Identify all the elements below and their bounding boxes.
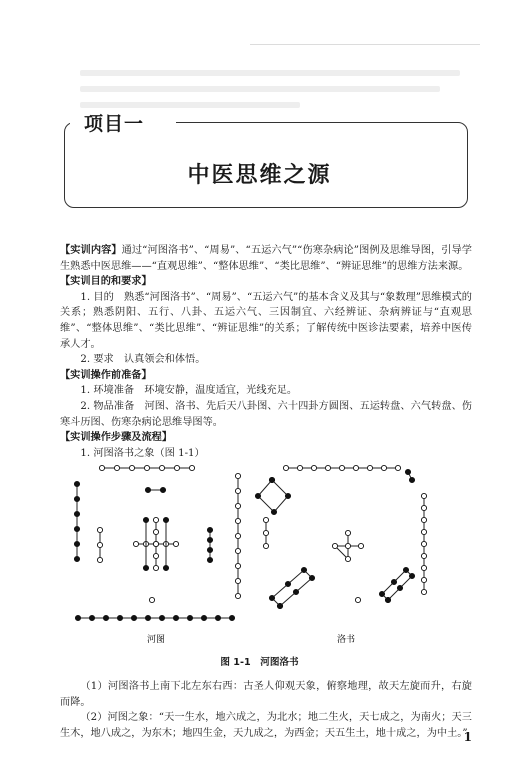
hetu-bottom-inner-dot	[149, 597, 154, 602]
bleed-through-line	[80, 86, 440, 92]
prep-item-1: 1. 环境准备 环境安静，温度适宜，光线充足。	[80, 385, 298, 397]
hetu-left-outer-chain	[74, 481, 79, 561]
training-content-text: 通过“河图洛书”、“周易”、“五运六气”“伤寒杂病论”图例及思维导图，引导学生熟悉中医思维——“直观思维”、“整体思维”、“类比思维”、“辨证思维”的思维方法来源。	[60, 245, 472, 272]
luoshu-top-chain	[283, 465, 400, 470]
luoshu-top-left-loop	[255, 477, 290, 514]
luoshu-label: 洛书	[336, 635, 356, 645]
hetu-luoshu-figure	[66, 458, 472, 648]
note-2: （2）河图之象：“天一生水，地六成之，为北水；地二生火，天七成之，为南火；天三生木，地八成之，为东木；地四生金，天九成之，为西金；天五生土，地十成之，为中土。”	[60, 712, 472, 739]
body-text	[60, 243, 472, 461]
goal-item-1: 1. 目的 熟悉“河图洛书”、“周易”、“五运六气”的基本含义及其与“象数理”思维模式的关系；熟悉阴阳、五行、八卦、五运六气、三因制宜、六经辨证、杂病辨证与“直观思维”、“整体思维”、“类比思维”、“辨证思维”的关系；了解传统中医诊法要素，培养中医传承人才。	[60, 291, 472, 350]
note-1: （1）河图洛书上南下北左东右西：古圣人仰观天象，俯察地理，故天左旋而升，右旋而降。	[60, 681, 472, 708]
luoshu-left-chain	[263, 517, 268, 548]
hetu-top-inner-chain	[145, 487, 165, 492]
project-label: 项目一	[70, 111, 176, 138]
luoshu-center-cross	[332, 530, 363, 561]
hetu-right-outer-chain	[235, 473, 240, 598]
section-heading-prep: 【实训操作前准备】	[60, 369, 152, 381]
section-heading-steps: 【实训操作步骤及流程】	[60, 432, 173, 444]
hetu-center-horizontal	[133, 541, 178, 546]
hetu-right-inner-chain	[207, 527, 212, 562]
section-heading-goals: 【实训目的和要求】	[60, 276, 152, 288]
luoshu-bottom-left-loop	[269, 567, 314, 608]
figure-caption: 图 1-1 河图洛书	[220, 657, 299, 668]
hetu-bottom-outer-chain	[75, 615, 234, 620]
training-content-paragraph	[60, 243, 472, 274]
figure-notes	[60, 679, 472, 741]
luoshu-bottom-dot	[355, 597, 360, 602]
luoshu-top-right-pair	[405, 469, 414, 482]
luoshu-diagram	[255, 465, 426, 608]
hetu-top-outer-chain	[99, 465, 194, 470]
chapter-title: 中医思维之源	[187, 163, 332, 188]
bleed-through-header	[250, 44, 480, 59]
bleed-through-line	[80, 70, 460, 76]
step-item-1: 1. 河图洛书之象（图 1-1）	[80, 447, 205, 459]
hetu-label: 河图	[146, 635, 166, 645]
luoshu-bottom-right-loop	[379, 567, 414, 602]
page-number: 1	[463, 730, 472, 744]
bleed-through-line	[80, 102, 300, 108]
goal-item-2: 2. 要求 认真领会和体悟。	[80, 354, 206, 366]
prep-item-2: 2. 物品准备 河图、洛书、先后天八卦图、六十四卦方圆图、五运转盘、六气转盘、伤寒斗历图、伤寒杂病论思维导图等。	[60, 400, 472, 428]
hetu-diagram	[74, 465, 240, 620]
hetu-left-inner-chain	[97, 527, 102, 562]
section-label-content: 【实训内容】	[60, 245, 122, 256]
luoshu-right-chain	[421, 493, 426, 594]
